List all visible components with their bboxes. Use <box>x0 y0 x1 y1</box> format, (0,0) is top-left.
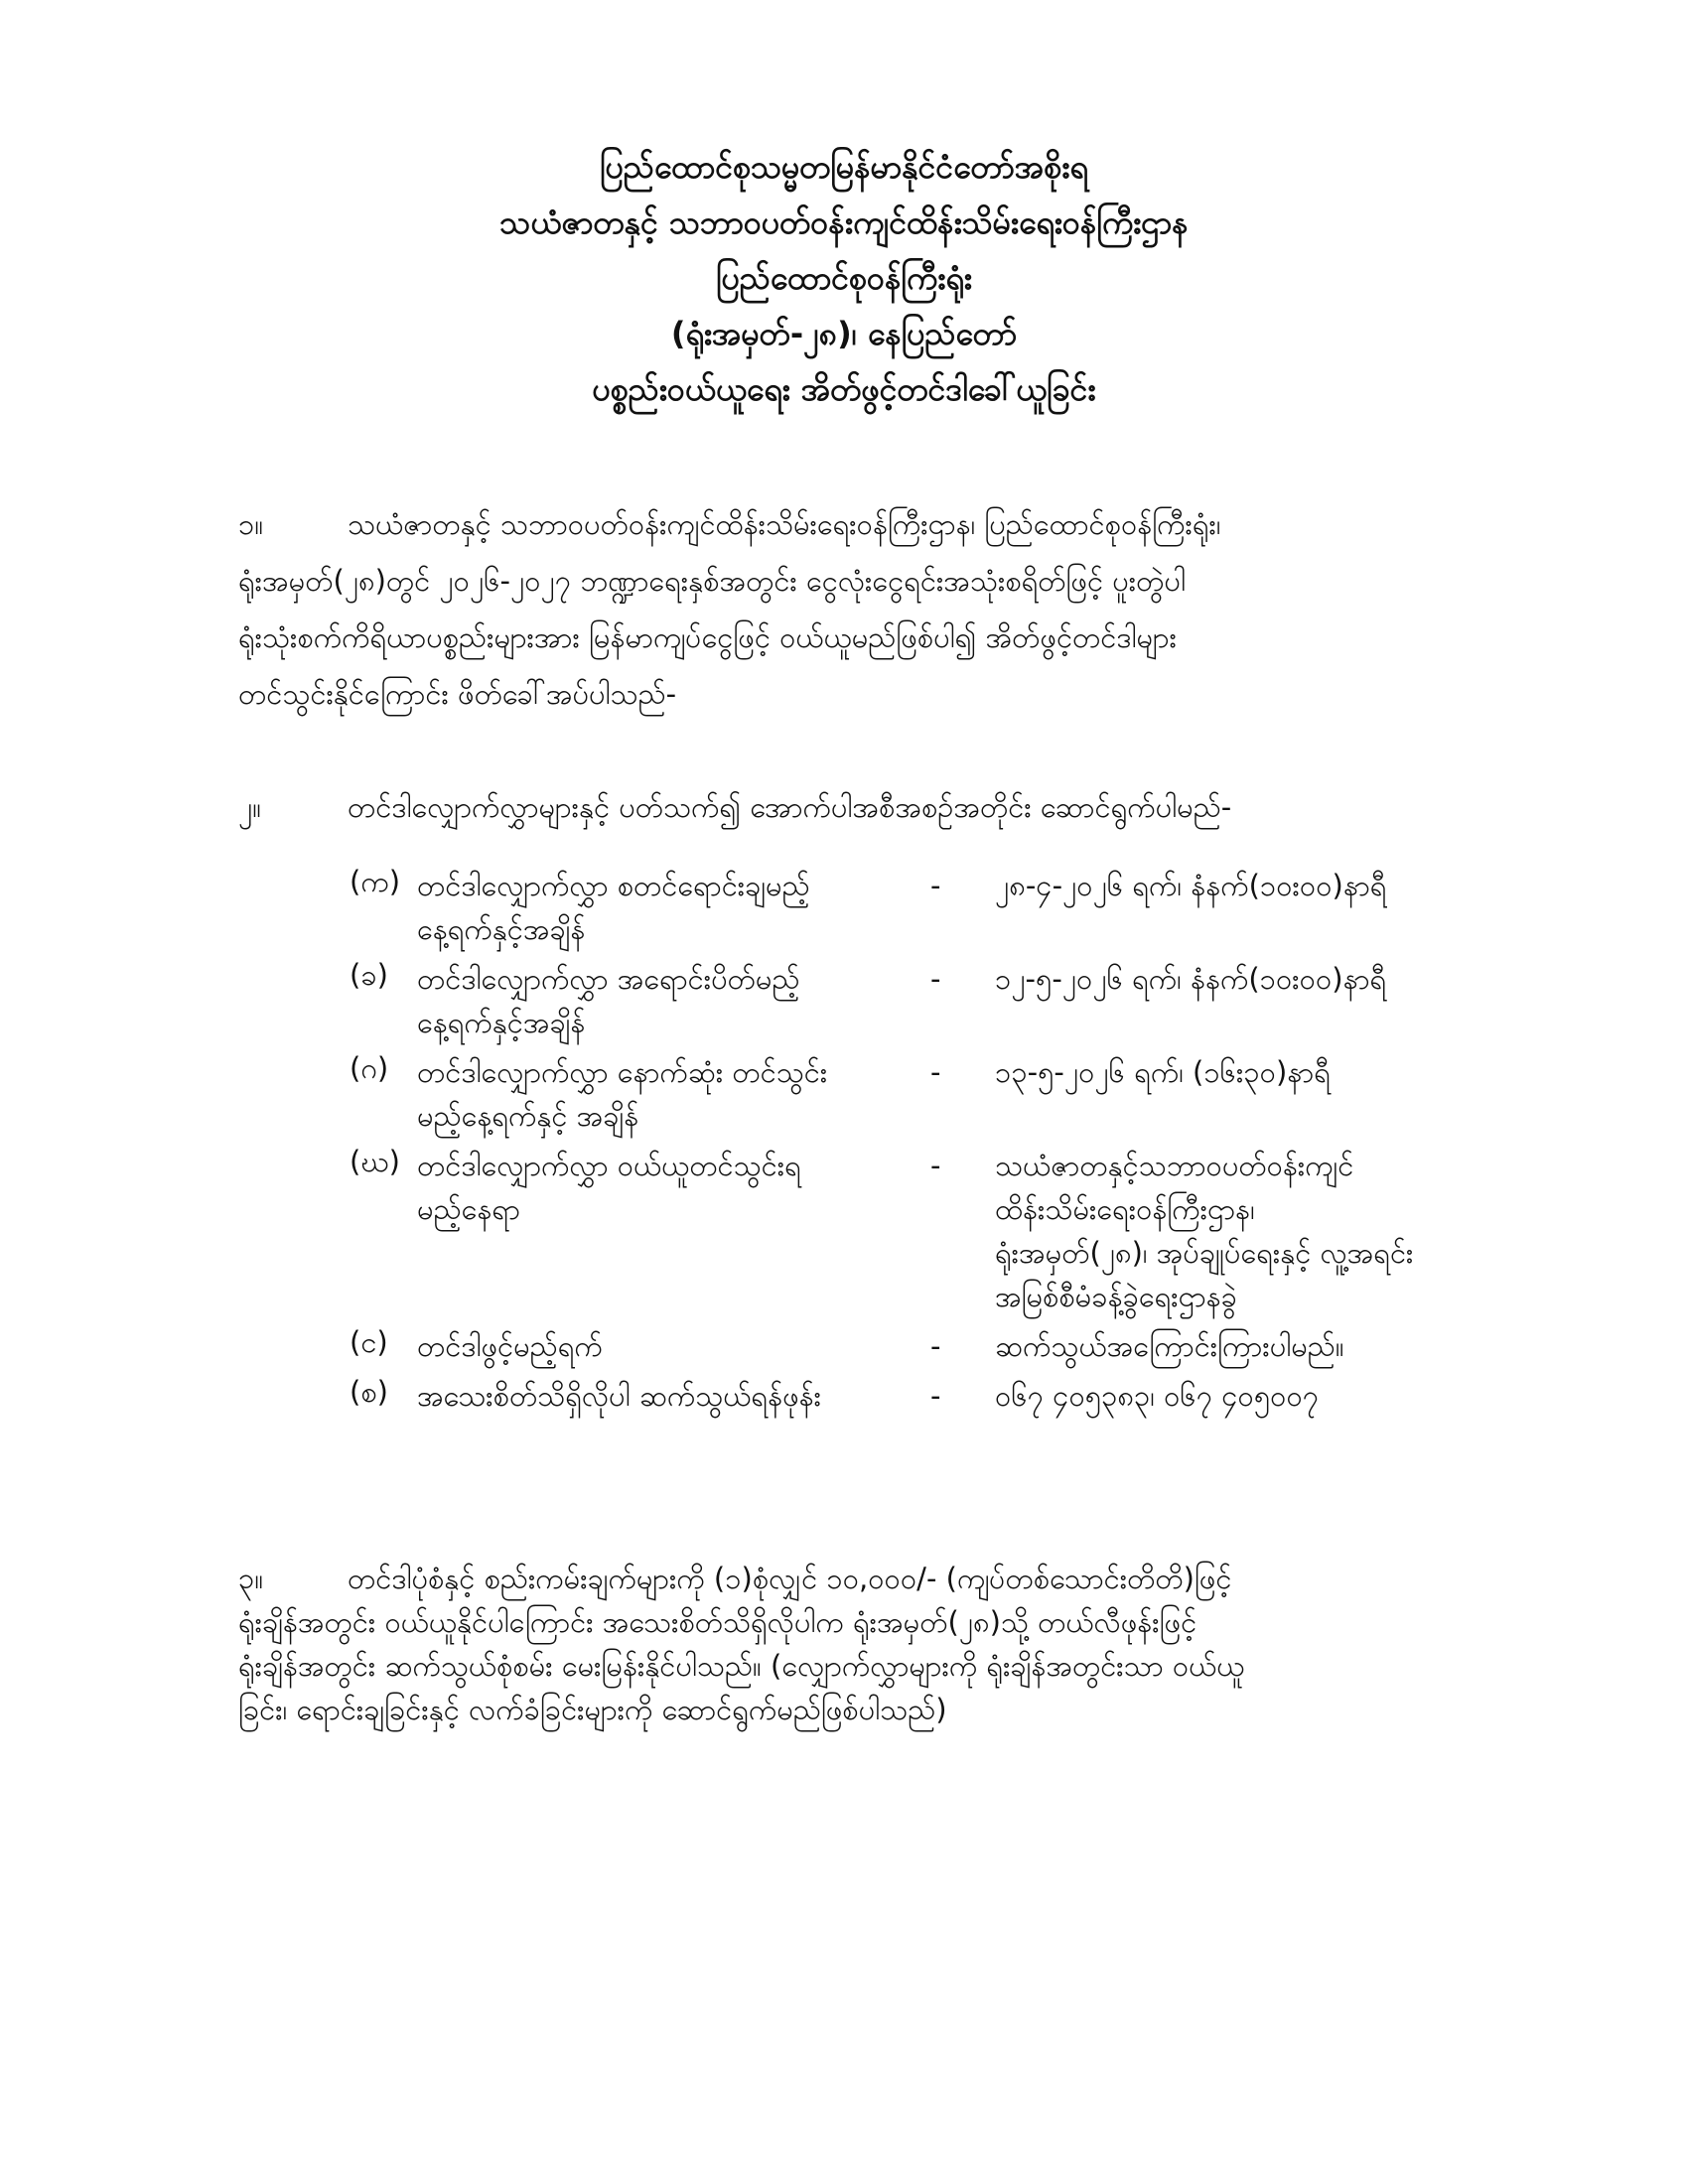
item-dash: - <box>930 1379 941 1413</box>
header-building: (ရုံးအမှတ်-၂၈)၊ နေပြည်တော် <box>670 315 1018 352</box>
item-value: အမြစ်စီမံခန့်ခွဲရေးဌာနခွဲ <box>995 1280 1237 1313</box>
paragraph-text: တင်သွင်းနိုင်ကြောင်း ဖိတ်ခေါ်အပ်ပါသည်- <box>238 677 677 711</box>
paragraph-text: ရုံးချိန်အတွင်း ဝယ်ယူနိုင်ပါကြောင်း အသေးစိတ်သိရှိလိုပါက ရုံးအမှတ်(၂၈)သို့ တယ်လီဖုန်းဖြင့် <box>238 1605 1197 1639</box>
paragraph-number: ၂။ <box>238 790 262 824</box>
header-office: ပြည်ထောင်စုဝန်ကြီးရုံး <box>716 259 972 297</box>
item-label: (ဂ) <box>350 1051 389 1085</box>
item-label: (င) <box>350 1325 388 1359</box>
paragraph-text: ရုံးချိန်အတွင်း ဆက်သွယ်စုံစမ်း မေးမြန်းနိုင်ပါသည်။ (လျှောက်လွှာများကို ရုံးချိန်အတွင်းသာ ဝယ်ယူ <box>238 1649 1245 1683</box>
item-value: ဆက်သွယ်အကြောင်းကြားပါမည်။ <box>995 1329 1344 1363</box>
item-description: မည့်နေ့ရက်နှင့် အချိန် <box>417 1099 639 1133</box>
item-description: တင်ဒါလျှောက်လွှာ ဝယ်ယူတင်သွင်းရ <box>417 1149 801 1182</box>
contact-phone-numbers: ၀၆၇ ၄၀၅၃၈၃၊ ၀၆၇ ၄၀၅၀၀၇ <box>995 1379 1320 1413</box>
schedule-item-kha <box>350 957 1521 1044</box>
item-label: (စ) <box>350 1375 388 1409</box>
item-description: တင်ဒါဖွင့်မည့်ရက် <box>417 1329 603 1363</box>
header-government: ပြည်ထောင်စုသမ္မတမြန်မာနိုင်ငံတော်အစိုးရ <box>600 148 1088 186</box>
item-value: ၂၈-၄-၂၀၂၆ ရက်၊ နံနက်(၁၀း၀၀)နာရီ <box>995 869 1387 902</box>
header-ministry: သယံဇာတနှင့် သဘာဝပတ်ဝန်းကျင်ထိန်းသိမ်းရေးဝန်ကြီးဌာန <box>499 204 1189 241</box>
item-dash: - <box>930 869 941 902</box>
item-description: တင်ဒါလျှောက်လွှာ အရောင်းပိတ်မည့် <box>417 962 800 996</box>
item-description: မည့်နေရာ <box>417 1192 520 1226</box>
schedule-item-nga <box>350 1324 1521 1368</box>
item-value: ရုံးအမှတ်(၂၈)၊ အုပ်ချုပ်ရေးနှင့် လူ့အရင်း <box>995 1236 1414 1270</box>
paragraph-text: ခြင်း၊ ရောင်းချခြင်းနှင့် လက်ခံခြင်းများကို ဆောင်ရွက်မည်ဖြစ်ပါသည်) <box>238 1693 947 1726</box>
paragraph-1 <box>238 496 1519 723</box>
item-description: နေ့ရက်နှင့်အချိန် <box>417 912 586 946</box>
paragraph-text: ရုံးအမှတ်(၂၈)တွင် ၂၀၂၆-၂၀၂၇ ဘဏ္ဍာရေးနှစ်အတွင်း ငွေလုံးငွေရင်းအသုံးစရိတ်ဖြင့် ပူးတွဲပါ <box>238 564 1186 598</box>
item-description: နေ့ရက်နှင့်အချိန် <box>417 1006 586 1039</box>
paragraph-2 <box>238 779 1519 836</box>
paragraph-number: ၃။ <box>238 1562 264 1595</box>
item-dash: - <box>930 962 941 996</box>
document-title: ပစ္စည်းဝယ်ယူရေး အိတ်ဖွင့်တင်ဒါခေါ်ယူခြင်း <box>592 370 1096 408</box>
item-value: ၁၂-၅-၂၀၂၆ ရက်၊ နံနက်(၁၀း၀၀)နာရီ <box>995 962 1387 996</box>
item-dash: - <box>930 1055 941 1089</box>
paragraph-text: တင်ဒါပုံစံနှင့် စည်းကမ်းချက်များကို (၁)စုံလျှင် ၁၀,၀၀၀/- (ကျပ်တစ်သောင်းတိတိ)ဖြင့် <box>348 1562 1232 1595</box>
document-header <box>0 139 1688 417</box>
item-description: တင်ဒါလျှောက်လွှာ နောက်ဆုံး တင်သွင်း <box>417 1055 828 1089</box>
item-value: ထိန်းသိမ်းရေးဝန်ကြီးဌာန၊ <box>995 1192 1255 1226</box>
schedule-item-ga <box>350 1050 1521 1138</box>
item-description: တင်ဒါလျှောက်လွှာ စတင်ရောင်းချမည့် <box>417 869 810 902</box>
item-value: ၁၃-၅-၂၀၂၆ ရက်၊ (၁၆း၃၀)နာရီ <box>995 1055 1331 1089</box>
schedule-item-sa <box>350 1374 1521 1418</box>
item-label: (ဃ) <box>350 1145 400 1178</box>
schedule-list <box>350 864 1521 1424</box>
item-dash: - <box>930 1329 941 1363</box>
schedule-item-gha <box>350 1144 1521 1318</box>
schedule-item-ka <box>350 864 1521 951</box>
item-dash: - <box>930 1149 941 1182</box>
paragraph-text: ရုံးသုံးစက်ကိရိယာပစ္စည်းများအား မြန်မာကျပ်ငွေဖြင့် ဝယ်ယူမည်ဖြစ်ပါ၍ အိတ်ဖွင့်တင်ဒါများ <box>238 620 1177 654</box>
item-label: (ခ) <box>350 958 388 992</box>
item-description: အသေးစိတ်သိရှိလိုပါ ဆက်သွယ်ရန်ဖုန်း <box>417 1379 822 1413</box>
item-label: (က) <box>350 865 401 898</box>
paragraph-text: သယံဇာတနှင့် သဘာဝပတ်ဝန်းကျင်ထိန်းသိမ်းရေးဝန်ကြီးဌာန၊ ပြည်ထောင်စုဝန်ကြီးရုံး၊ <box>348 507 1221 541</box>
paragraph-3 <box>238 1557 1519 1731</box>
paragraph-number: ၁။ <box>238 507 264 541</box>
paragraph-text: တင်ဒါလျှောက်လွှာများနှင့် ပတ်သက်၍ အောက်ပါအစီအစဉ်အတိုင်း ဆောင်ရွက်ပါမည်- <box>348 790 1232 824</box>
item-value: သယံဇာတနှင့်သဘာဝပတ်ဝန်းကျင် <box>995 1149 1354 1182</box>
